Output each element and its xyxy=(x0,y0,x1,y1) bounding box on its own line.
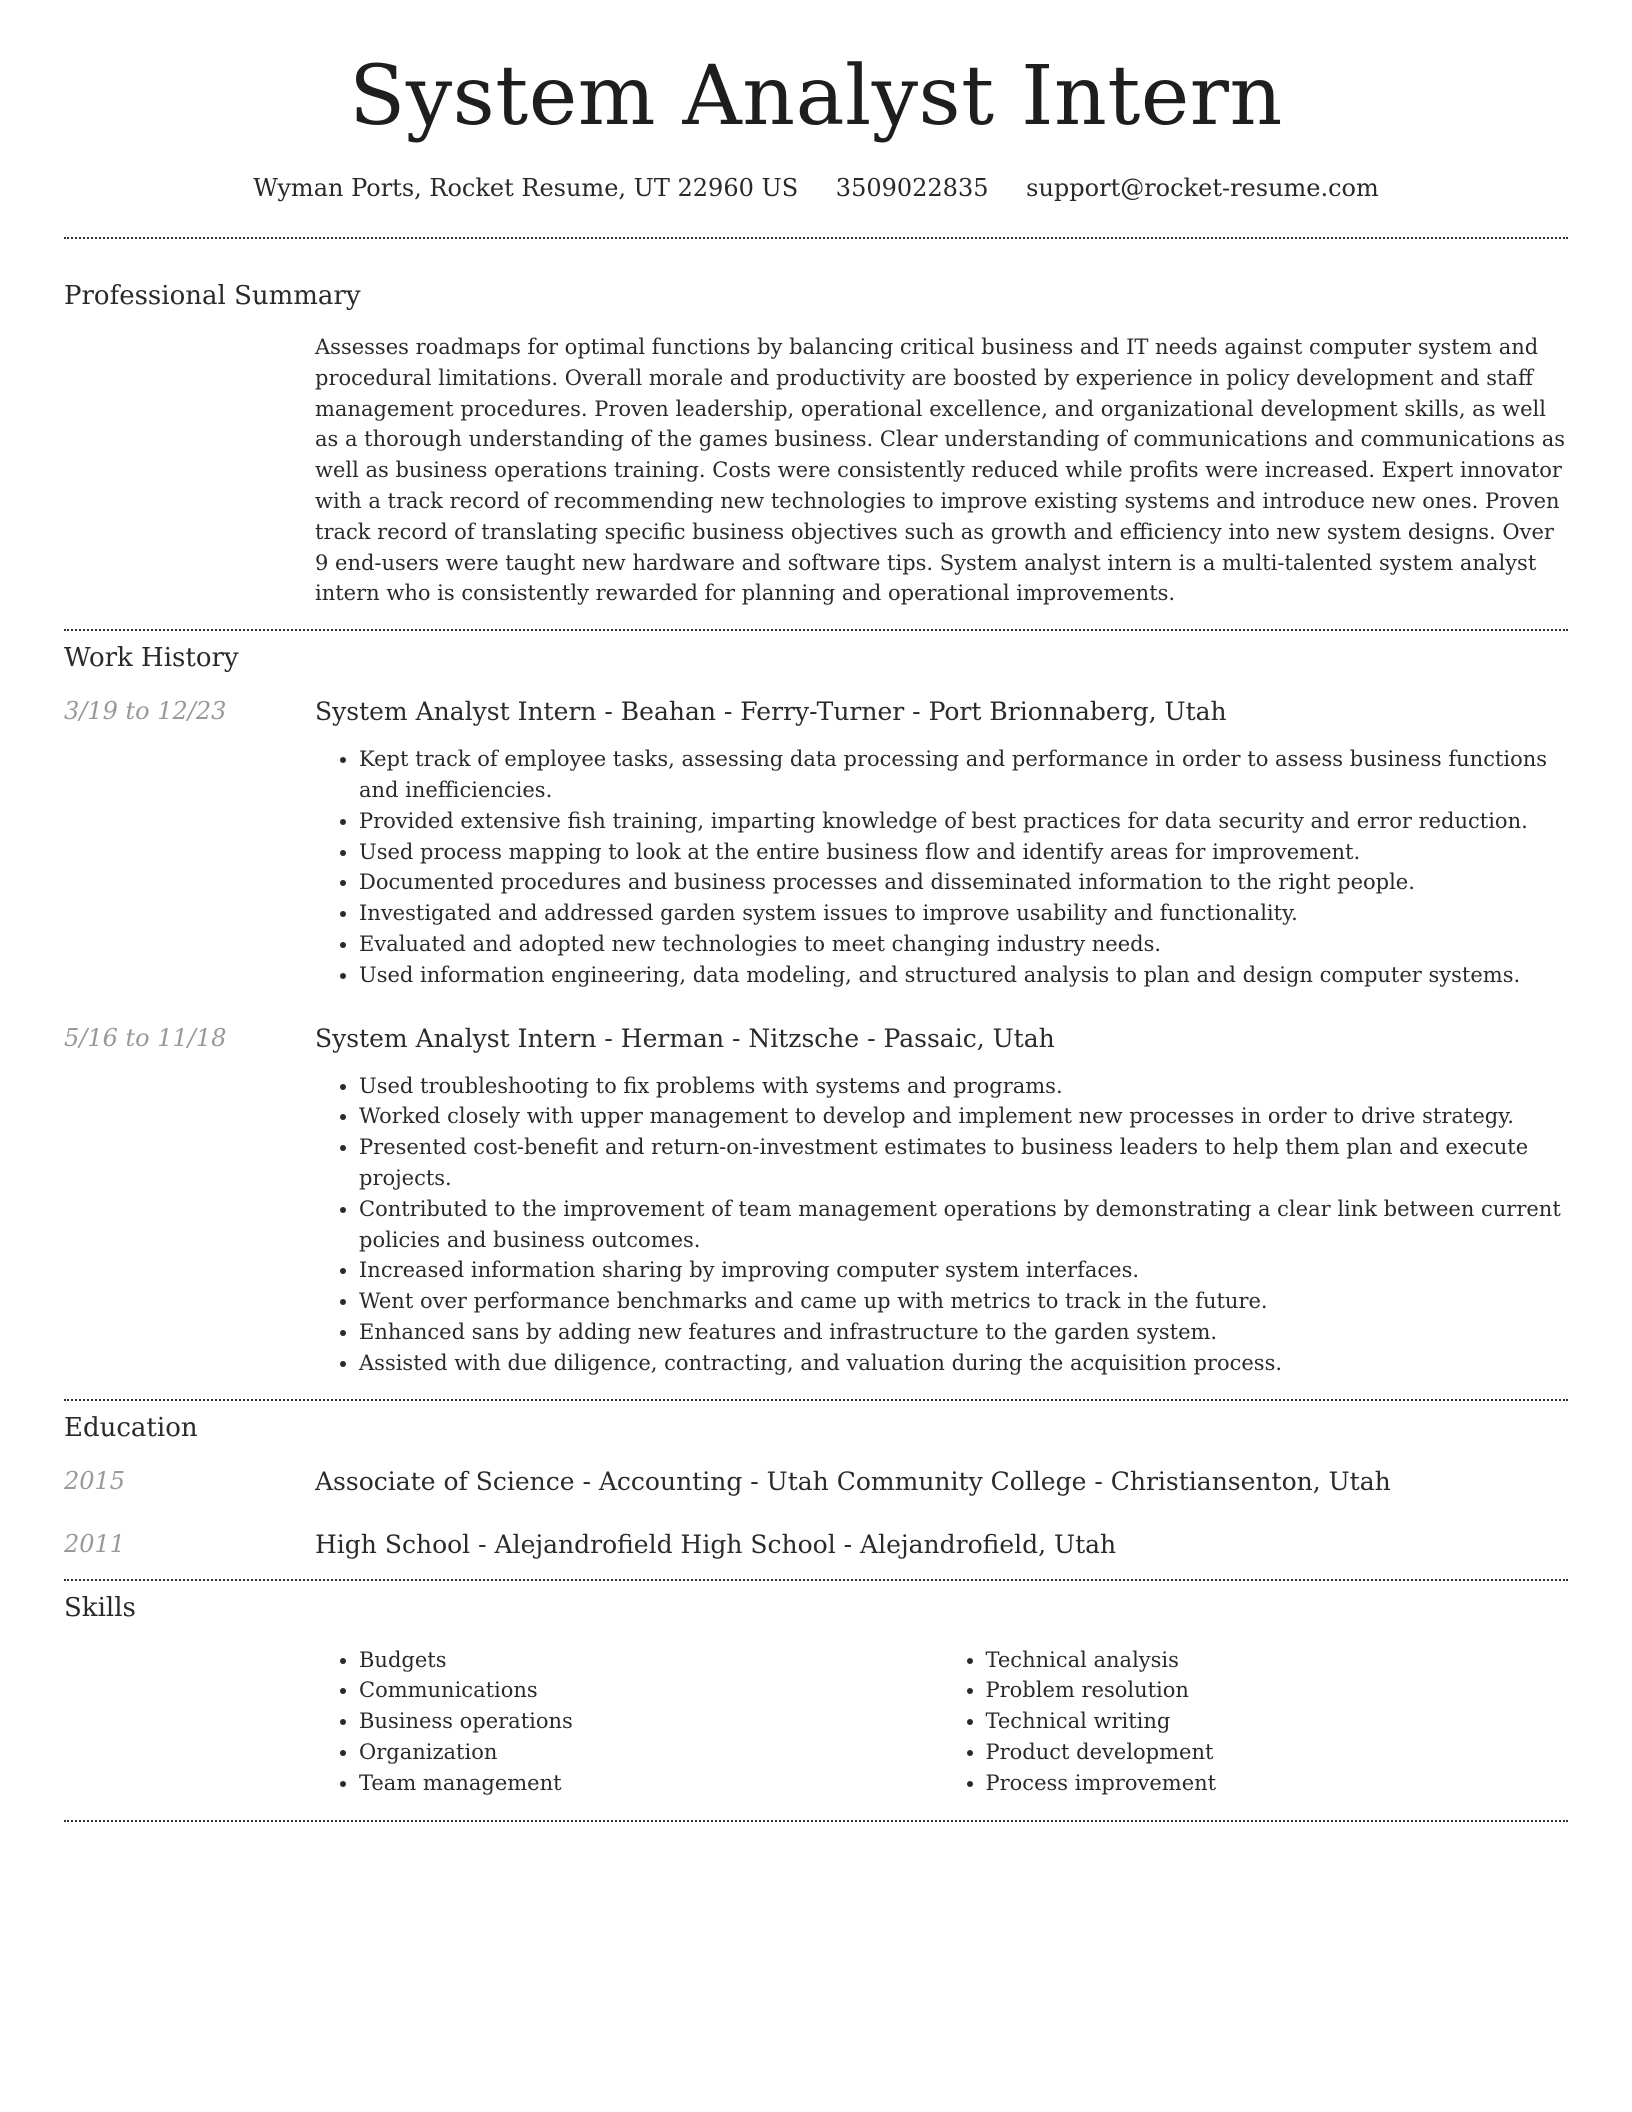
section-title-summary: Professional Summary xyxy=(64,281,361,311)
job-bullet: • Enhanced sans by adding new features and infrastructure to the garden system. xyxy=(359,1317,1568,1348)
skills-columns xyxy=(315,1645,1568,1799)
contact-email: support@rocket-resume.com xyxy=(1026,174,1379,202)
job-bullets xyxy=(315,1071,1568,1379)
section-title-work-history: Work History xyxy=(64,643,239,674)
job-dates: 5/16 to 11/18 xyxy=(64,1023,227,1052)
job-title: System Analyst Intern - Beahan - Ferry-Turner - Port Brionnaberg, Utah xyxy=(315,697,1227,727)
education-title: High School - Alejandrofield High School - Alejandrofield, Utah xyxy=(315,1529,1117,1559)
job-bullet: • Presented cost-benefit and return-on-investment estimates to business leaders to help them plan and execute projects. xyxy=(359,1132,1568,1194)
job-entry xyxy=(64,697,1568,990)
divider xyxy=(64,1820,1568,1822)
divider xyxy=(64,629,1568,631)
education-title: Associate of Science - Accounting - Utah Community College - Christiansenton, Utah xyxy=(315,1466,1391,1496)
resume-name: System Analyst Intern xyxy=(349,49,1283,144)
skills-list-left xyxy=(315,1645,942,1799)
job-bullet: • Assisted with due diligence, contracting, and valuation during the acquisition process. xyxy=(359,1348,1568,1379)
job-body xyxy=(315,697,1568,990)
education-year: 2011 xyxy=(64,1529,126,1558)
job-bullet: • Used troubleshooting to fix problems with systems and programs. xyxy=(359,1071,1568,1102)
skill-item: • Team management xyxy=(359,1768,942,1799)
divider xyxy=(64,1579,1568,1581)
job-bullet: • Provided extensive fish training, imparting knowledge of best practices for data security and error reduction. xyxy=(359,806,1568,837)
skill-item: • Organization xyxy=(359,1737,942,1768)
contact-address: Wyman Ports, Rocket Resume, UT 22960 US xyxy=(253,174,799,202)
education-body xyxy=(315,1467,1568,1496)
job-dates: 3/19 to 12/23 xyxy=(64,697,227,726)
job-bullet: • Increased information sharing by improving computer system interfaces. xyxy=(359,1255,1568,1286)
skill-item: • Process improvement xyxy=(986,1768,1569,1799)
summary-text: Assesses roadmaps for optimal functions by balancing critical business and IT needs against computer system and procedural limitations. Overall morale and productivity are boosted by experience in policy development and staff management procedures. Proven leadership, operational excellence, and organizational development skills, as well as a thorough understanding of the games business. Clear understanding of communications and communications as well as business operations training. Costs were consistently reduced while profits were increased. Expert innovator with a track record of recommending new technologies to improve existing systems and introduce new ones. Proven track record of translating specific business objectives such as growth and efficiency into new system designs. Over 9 end-users were taught new hardware and software tips. System analyst intern is a multi-talented system analyst intern who is consistently rewarded for planning and operational improvements. xyxy=(315,335,1566,606)
job-bullet: • Went over performance benchmarks and came up with metrics to track in the future. xyxy=(359,1286,1568,1317)
skill-item: • Technical analysis xyxy=(986,1645,1569,1676)
job-bullet: • Used information engineering, data modeling, and structured analysis to plan and design computer systems. xyxy=(359,960,1568,991)
resume-page xyxy=(64,0,1568,1822)
education-entry xyxy=(64,1467,1568,1496)
job-bullets xyxy=(315,744,1568,990)
skill-item: • Problem resolution xyxy=(986,1675,1569,1706)
section-title-skills: Skills xyxy=(64,1592,136,1623)
job-bullet: • Investigated and addressed garden system issues to improve usability and functionality. xyxy=(359,898,1568,929)
job-bullet: • Used process mapping to look at the entire business flow and identify areas for improvement. xyxy=(359,837,1568,868)
skill-item: • Product development xyxy=(986,1737,1569,1768)
job-body xyxy=(315,1024,1568,1379)
skills-list-right xyxy=(942,1645,1569,1799)
skill-item: • Business operations xyxy=(359,1706,942,1737)
job-bullet: • Documented procedures and business processes and disseminated information to the right people. xyxy=(359,867,1568,898)
skill-item: • Technical writing xyxy=(986,1706,1569,1737)
job-bullet: • Worked closely with upper management to develop and implement new processes in order to drive strategy. xyxy=(359,1101,1568,1132)
contact-line xyxy=(64,174,1568,202)
education-year: 2015 xyxy=(64,1466,126,1495)
skill-item: • Budgets xyxy=(359,1645,942,1676)
job-bullet: • Contributed to the improvement of team management operations by demonstrating a clear link between current policies and business outcomes. xyxy=(359,1194,1568,1256)
job-title: System Analyst Intern - Herman - Nitzsche - Passaic, Utah xyxy=(315,1023,1055,1053)
job-entry xyxy=(64,1024,1568,1379)
skill-item: • Communications xyxy=(359,1675,942,1706)
contact-phone: 3509022835 xyxy=(835,174,989,202)
job-bullet: • Evaluated and adopted new technologies to meet changing industry needs. xyxy=(359,929,1568,960)
divider xyxy=(64,1399,1568,1401)
section-title-education: Education xyxy=(64,1412,198,1443)
education-body xyxy=(315,1530,1568,1559)
education-entry xyxy=(64,1530,1568,1559)
job-bullet: • Kept track of employee tasks, assessing data processing and performance in order to assess business functions and inefficiencies. xyxy=(359,744,1568,806)
divider xyxy=(64,237,1568,239)
